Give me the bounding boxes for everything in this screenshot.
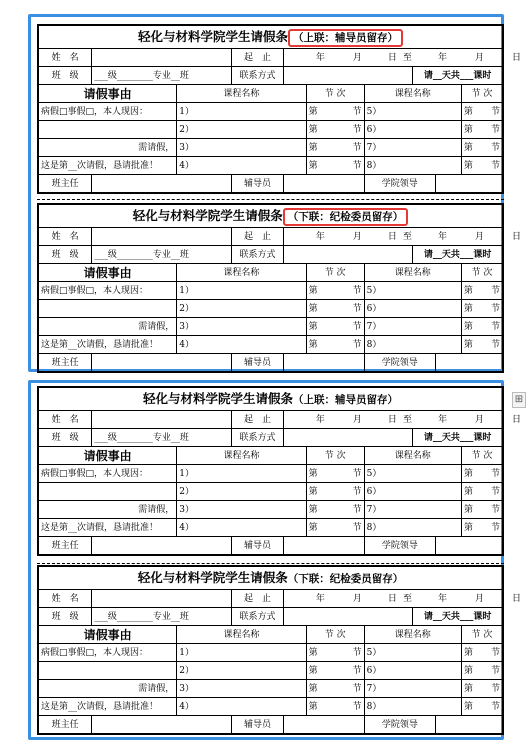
slip-copy-label: （上联：辅导员留存） <box>293 393 398 406</box>
section-row-5[interactable]: 第 节 <box>461 644 503 662</box>
name-field[interactable] <box>92 228 232 246</box>
counselor-sign[interactable] <box>283 716 364 735</box>
section-header: 节 次 <box>306 626 364 644</box>
head-teacher-label: 班主任 <box>38 354 92 373</box>
counselor-label: 辅导员 <box>232 354 284 373</box>
college-leader-sign[interactable] <box>436 354 503 373</box>
name-label: 姓 名 <box>38 228 92 246</box>
course-row-2[interactable]: 2） <box>177 662 306 680</box>
slip-copy-label: （下联：纪检委员留存） <box>287 572 404 585</box>
total-days-field[interactable]: 请__天共___课时 <box>413 608 503 626</box>
head-teacher-label: 班主任 <box>38 716 92 735</box>
reason-line-1[interactable] <box>38 483 177 501</box>
section-header: 节 次 <box>306 264 364 282</box>
section-row-3[interactable]: 第 节 <box>306 680 364 698</box>
course-row-8[interactable]: 8） <box>364 157 461 175</box>
leave-slip <box>37 386 521 556</box>
course-row-1[interactable]: 1） <box>177 282 306 300</box>
class-label: 班 级 <box>38 67 92 85</box>
period-label: 起 止 <box>232 228 284 246</box>
contact-field[interactable] <box>283 608 412 626</box>
head-teacher-sign[interactable] <box>92 175 232 194</box>
course-row-7[interactable]: 7） <box>364 139 461 157</box>
course-row-6[interactable]: 6） <box>364 300 461 318</box>
nth-leave-text[interactable]: 这是第__次请假，恳请批准！ <box>38 157 177 175</box>
reason-line-1[interactable] <box>38 300 177 318</box>
course-row-6[interactable]: 6） <box>364 483 461 501</box>
class-label: 班 级 <box>38 429 92 447</box>
course-row-1[interactable]: 1） <box>177 644 306 662</box>
period-label: 起 止 <box>232 49 284 67</box>
head-teacher-sign[interactable] <box>92 537 232 556</box>
section-row-1[interactable]: 第 节 <box>306 465 364 483</box>
class-label: 班 级 <box>38 246 92 264</box>
course-row-8[interactable]: 8） <box>364 698 461 716</box>
course-name-header-2: 课程名称 <box>364 264 461 282</box>
section-header-2: 节 次 <box>461 447 503 465</box>
course-row-3[interactable]: 3） <box>177 139 306 157</box>
class-field[interactable]: ___级________专业__班 <box>92 67 232 85</box>
section-row-1[interactable]: 第 节 <box>306 103 364 121</box>
course-row-5[interactable]: 5） <box>364 103 461 121</box>
section-row-7[interactable]: 第 节 <box>461 139 503 157</box>
total-days-field[interactable]: 请__天共___课时 <box>413 67 503 85</box>
period-field[interactable]: 年 月 日 至 年 月 日 <box>283 411 503 429</box>
counselor-sign[interactable] <box>283 354 364 373</box>
nth-leave-text[interactable]: 这是第__次请假，恳请批准！ <box>38 519 177 537</box>
section-row-1[interactable]: 第 节 <box>306 644 364 662</box>
period-label: 起 止 <box>232 411 284 429</box>
course-row-4[interactable]: 4） <box>177 336 306 354</box>
contact-label: 联系方式 <box>232 608 284 626</box>
period-field[interactable]: 年 月 日 至 年 月 日 <box>283 228 503 246</box>
course-row-2[interactable]: 2） <box>177 121 306 139</box>
leave-slip-table <box>37 386 521 556</box>
leave-type-checkboxes[interactable]: 病假□事假□，本人现因： <box>38 103 177 121</box>
nth-leave-text[interactable]: 这是第__次请假，恳请批准！ <box>38 336 177 354</box>
course-name-header: 课程名称 <box>177 447 306 465</box>
section-row-4[interactable]: 第 节 <box>306 698 364 716</box>
contact-field[interactable] <box>283 246 412 264</box>
college-leader-label: 学院领导 <box>364 716 435 735</box>
counselor-label: 辅导员 <box>232 175 284 194</box>
need-leave-text: 需请假， <box>38 318 177 336</box>
college-leader-sign[interactable] <box>436 175 503 194</box>
leave-type-checkboxes[interactable]: 病假□事假□，本人现因： <box>38 282 177 300</box>
section-row-7[interactable]: 第 节 <box>461 501 503 519</box>
leave-slip <box>37 203 521 373</box>
need-leave-text: 需请假， <box>38 501 177 519</box>
reason-line-1[interactable] <box>38 662 177 680</box>
section-row-4[interactable]: 第 节 <box>306 336 364 354</box>
counselor-label: 辅导员 <box>232 716 284 735</box>
section-row-6[interactable]: 第 节 <box>461 121 503 139</box>
table-icon[interactable]: ⊞ <box>512 392 526 408</box>
leave-type-checkboxes[interactable]: 病假□事假□，本人现因： <box>38 644 177 662</box>
section-row-5[interactable]: 第 节 <box>461 103 503 121</box>
reason-heading: 请假事由 <box>38 626 177 644</box>
slip-title: 轻化与材料学院学生请假条（下联：纪检委员留存） <box>38 566 503 590</box>
course-name-header-2: 课程名称 <box>364 85 461 103</box>
slip-title: 轻化与材料学院学生请假条 （下联：纪检委员留存） <box>38 204 503 228</box>
cut-line <box>37 563 504 564</box>
reason-heading: 请假事由 <box>38 447 177 465</box>
counselor-sign[interactable] <box>283 175 364 194</box>
leave-slip <box>37 24 521 194</box>
course-row-3[interactable]: 3） <box>177 680 306 698</box>
section-row-5[interactable]: 第 节 <box>461 465 503 483</box>
course-row-4[interactable]: 4） <box>177 157 306 175</box>
course-name-header: 课程名称 <box>177 626 306 644</box>
course-row-3[interactable]: 3） <box>177 318 306 336</box>
course-name-header: 课程名称 <box>177 264 306 282</box>
course-row-7[interactable]: 7） <box>364 318 461 336</box>
course-row-1[interactable]: 1） <box>177 103 306 121</box>
counselor-label: 辅导员 <box>232 537 284 556</box>
contact-field[interactable] <box>283 67 412 85</box>
class-field[interactable]: ___级________专业__班 <box>92 429 232 447</box>
leave-slip-table <box>37 203 521 373</box>
course-row-5[interactable]: 5） <box>364 644 461 662</box>
slip-title: 轻化与材料学院学生请假条 （上联：辅导员留存） <box>38 25 503 49</box>
section-row-3[interactable]: 第 节 <box>306 501 364 519</box>
class-field[interactable]: ___级________专业__班 <box>92 246 232 264</box>
course-row-6[interactable]: 6） <box>364 662 461 680</box>
name-field[interactable] <box>92 590 232 608</box>
section-row-6[interactable]: 第 节 <box>461 300 503 318</box>
section-row-4[interactable]: 第 节 <box>306 519 364 537</box>
head-teacher-label: 班主任 <box>38 537 92 556</box>
leave-slip-table <box>37 24 521 194</box>
course-row-4[interactable]: 4） <box>177 519 306 537</box>
course-row-6[interactable]: 6） <box>364 121 461 139</box>
section-row-2[interactable]: 第 节 <box>306 121 364 139</box>
section-header-2: 节 次 <box>461 264 503 282</box>
class-label: 班 级 <box>38 608 92 626</box>
section-row-8[interactable]: 第 节 <box>461 157 503 175</box>
need-leave-text: 需请假， <box>38 680 177 698</box>
contact-label: 联系方式 <box>232 246 284 264</box>
course-row-3[interactable]: 3） <box>177 501 306 519</box>
head-teacher-label: 班主任 <box>38 175 92 194</box>
leave-slip <box>37 565 521 735</box>
section-row-2[interactable]: 第 节 <box>306 483 364 501</box>
period-label: 起 止 <box>232 590 284 608</box>
section-row-3[interactable]: 第 节 <box>306 318 364 336</box>
section-header-2: 节 次 <box>461 626 503 644</box>
college-leader-sign[interactable] <box>436 537 503 556</box>
course-row-5[interactable]: 5） <box>364 465 461 483</box>
section-row-3[interactable]: 第 节 <box>306 139 364 157</box>
name-field[interactable] <box>92 49 232 67</box>
college-leader-label: 学院领导 <box>364 354 435 373</box>
section-row-6[interactable]: 第 节 <box>461 662 503 680</box>
course-name-header-2: 课程名称 <box>364 626 461 644</box>
section-row-1[interactable]: 第 节 <box>306 282 364 300</box>
section-row-7[interactable]: 第 节 <box>461 680 503 698</box>
section-row-8[interactable]: 第 节 <box>461 698 503 716</box>
section-row-5[interactable]: 第 节 <box>461 282 503 300</box>
course-name-header: 课程名称 <box>177 85 306 103</box>
section-row-6[interactable]: 第 节 <box>461 483 503 501</box>
course-row-7[interactable]: 7） <box>364 501 461 519</box>
section-row-2[interactable]: 第 节 <box>306 300 364 318</box>
slip-copy-label: （上联：辅导员留存） <box>288 29 403 47</box>
reason-heading: 请假事由 <box>38 85 177 103</box>
course-row-2[interactable]: 2） <box>177 300 306 318</box>
head-teacher-sign[interactable] <box>92 716 232 735</box>
section-row-4[interactable]: 第 节 <box>306 157 364 175</box>
counselor-sign[interactable] <box>283 537 364 556</box>
course-row-2[interactable]: 2） <box>177 483 306 501</box>
course-row-7[interactable]: 7） <box>364 680 461 698</box>
course-name-header-2: 课程名称 <box>364 447 461 465</box>
section-row-8[interactable]: 第 节 <box>461 519 503 537</box>
college-leader-label: 学院领导 <box>364 175 435 194</box>
contact-field[interactable] <box>283 429 412 447</box>
need-leave-text: 需请假， <box>38 139 177 157</box>
section-row-2[interactable]: 第 节 <box>306 662 364 680</box>
section-header: 节 次 <box>306 85 364 103</box>
period-field[interactable]: 年 月 日 至 年 月 日 <box>283 590 503 608</box>
section-row-7[interactable]: 第 节 <box>461 318 503 336</box>
leave-type-checkboxes[interactable]: 病假□事假□，本人现因： <box>38 465 177 483</box>
contact-label: 联系方式 <box>232 429 284 447</box>
nth-leave-text[interactable]: 这是第__次请假，恳请批准！ <box>38 698 177 716</box>
slip-title: 轻化与材料学院学生请假条（上联：辅导员留存） <box>38 387 503 411</box>
name-field[interactable] <box>92 411 232 429</box>
cut-line <box>37 199 504 200</box>
college-leader-label: 学院领导 <box>364 537 435 556</box>
course-row-8[interactable]: 8） <box>364 519 461 537</box>
course-row-4[interactable]: 4） <box>177 698 306 716</box>
name-label: 姓 名 <box>38 411 92 429</box>
reason-line-1[interactable] <box>38 121 177 139</box>
course-row-1[interactable]: 1） <box>177 465 306 483</box>
name-label: 姓 名 <box>38 590 92 608</box>
class-field[interactable]: ___级________专业__班 <box>92 608 232 626</box>
head-teacher-sign[interactable] <box>92 354 232 373</box>
reason-heading: 请假事由 <box>38 264 177 282</box>
course-row-5[interactable]: 5） <box>364 282 461 300</box>
college-leader-sign[interactable] <box>436 716 503 735</box>
contact-label: 联系方式 <box>232 67 284 85</box>
name-label: 姓 名 <box>38 49 92 67</box>
leave-slip-table <box>37 565 521 735</box>
section-row-8[interactable]: 第 节 <box>461 336 503 354</box>
slip-copy-label: （下联：纪检委员留存） <box>283 208 409 226</box>
section-header: 节 次 <box>306 447 364 465</box>
period-field[interactable]: 年 月 日 至 年 月 日 <box>283 49 503 67</box>
total-days-field[interactable]: 请__天共___课时 <box>413 429 503 447</box>
total-days-field[interactable]: 请__天共___课时 <box>413 246 503 264</box>
section-header-2: 节 次 <box>461 85 503 103</box>
course-row-8[interactable]: 8） <box>364 336 461 354</box>
